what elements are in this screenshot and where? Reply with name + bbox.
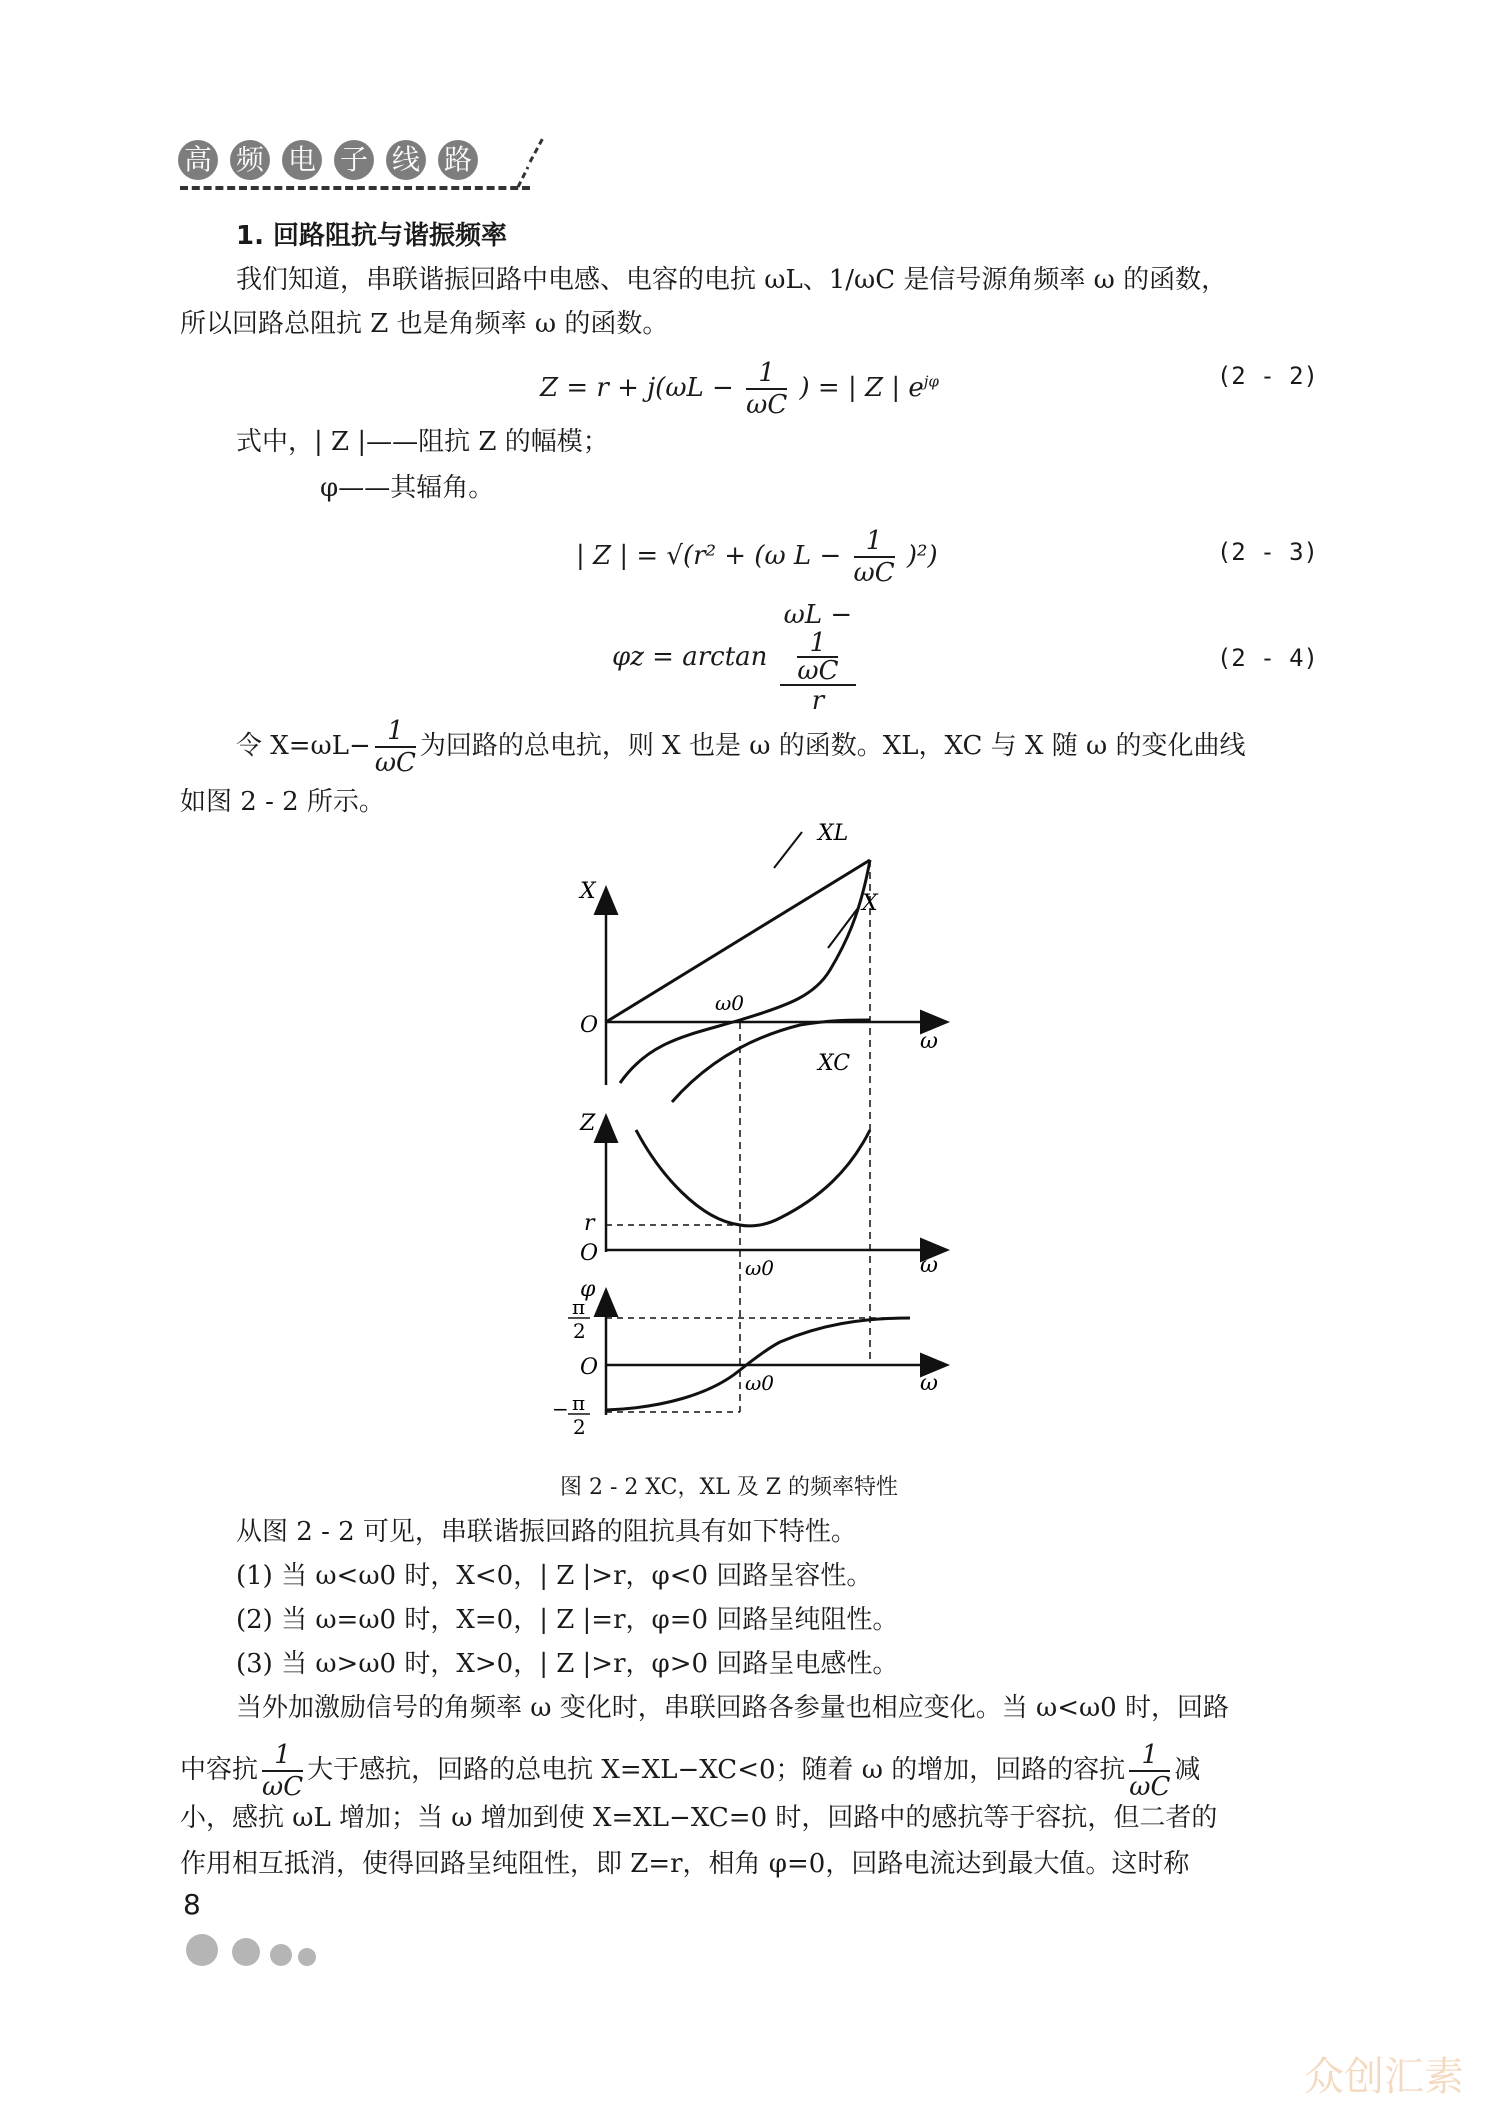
xl-leader [774,832,802,868]
equation-2-4 [612,600,860,716]
fraction-den: ωC [374,748,416,778]
footer-dot [186,1934,218,1966]
text-part: 令 X=ωL− [236,731,371,761]
equation-number: (2 - 4) [1216,644,1318,672]
equation-part: Z = r + j(ωL − [540,373,734,403]
figure-caption: 图 2 - 2 XC，XL 及 Z 的频率特性 [560,1475,899,1500]
label-z-axis: Z [580,1111,596,1136]
equation-number: (2 - 2) [1216,362,1318,390]
label-two: 2 [573,1415,586,1439]
fraction-den: ωC [262,1772,304,1802]
text-part: 减 [1174,1755,1201,1785]
fraction [780,600,857,716]
equation-part: )²) [906,541,938,571]
equation-part: φz = arctan [612,642,768,672]
fraction [1129,1740,1170,1802]
fraction [262,1740,303,1802]
watermark: 众创汇素 [1304,2054,1464,2100]
header-char: 子 [334,140,374,180]
header-char: 线 [386,140,426,180]
label-x-axis: X [580,879,596,904]
equation-sup: jφ [923,372,939,391]
label-w0: ω0 [745,1256,775,1280]
equation-part: | Z | = √(r² + (ω L − [576,541,842,571]
paragraph-line [236,716,1245,778]
label-w0: ω0 [745,1371,775,1395]
fraction-num: 1 [854,526,895,558]
section-title: 1. 回路阻抗与谐振频率 [236,221,508,251]
label-o: O [580,1355,599,1380]
label-o: O [580,1013,599,1038]
label-phi-axis: φ [580,1277,596,1302]
fraction-num: 1 [262,1740,303,1772]
equation-2-2 [540,358,939,420]
label-o: O [580,1241,599,1266]
paragraph-line: 所以回路总阻抗 Z 也是角频率 ω 的函数。 [180,309,669,339]
numerator-text: ωL − [783,600,853,630]
fraction-den: ωC [1129,1772,1171,1802]
footer-dot [270,1944,292,1966]
text-part: 大于感抗，回路的总电抗 X=XL−XC<0；随着 ω 的增加，回路的容抗 [307,1755,1126,1785]
equation-number: (2 - 3) [1216,538,1318,566]
fraction [854,526,895,588]
label-w: ω [920,1253,938,1278]
header-char: 频 [230,140,270,180]
chapter-header [178,140,482,180]
paragraph-line: 我们知道，串联谐振回路中电感、电容的电抗 ωL、1/ωC 是信号源角频率 ω 的函数， [236,265,1228,295]
list-item: (2) 当 ω=ω0 时，X=0，| Z |=r，φ=0 回路呈纯阻性。 [236,1605,899,1635]
x-leader [828,908,858,948]
header-slash-decoration [508,132,548,192]
list-item: (3) 当 ω>ω0 时，X>0，| Z |>r，φ>0 回路呈电感性。 [236,1649,899,1679]
label-w: ω [920,1371,938,1396]
x-curve [620,860,870,1083]
label-xl: XL [818,821,849,846]
header-char: 路 [438,140,478,180]
footer-dot [298,1948,316,1966]
label-xc: XC [818,1051,851,1076]
fraction-den: r [811,686,825,716]
paragraph-line: 如图 2 - 2 所示。 [180,787,385,817]
text-part: 为回路的总电抗，则 X 也是 ω 的函数。XL，XC 与 X 随 ω 的变化曲线 [419,731,1246,761]
paragraph-line: 小，感抗 ωL 增加；当 ω 增加到使 X=XL−XC=0 时，回路中的感抗等于容抗，但二者的 [180,1803,1218,1833]
inner-num: 1 [797,630,838,658]
footer-dot [232,1938,260,1966]
paragraph-line [180,1740,1200,1802]
equation-2-3 [576,526,938,588]
paragraph-line: 当外加激励信号的角频率 ω 变化时，串联回路各参量也相应变化。当 ω<ω0 时，回路 [236,1693,1229,1723]
fraction-num: 1 [375,716,416,748]
fraction-num [780,600,857,686]
label-neg: − [552,1397,569,1421]
label-pi: π [572,1391,586,1415]
paragraph-line: 从图 2 - 2 可见，串联谐振回路的阻抗具有如下特性。 [236,1517,857,1547]
header-char: 高 [178,140,218,180]
definition-line: 式中，| Z |——阻抗 Z 的幅模； [236,427,609,457]
label-r: r [584,1211,595,1236]
list-item: (1) 当 ω<ω0 时，X<0，| Z |>r，φ<0 回路呈容性。 [236,1561,873,1591]
definition-line: φ——其辐角。 [320,473,495,503]
fraction-num: 1 [746,358,787,390]
label-w: ω [920,1029,938,1054]
label-w0: ω0 [715,991,745,1015]
z-curve [636,1130,870,1226]
header-char: 电 [282,140,322,180]
inner-den: ωC [797,656,839,686]
label-pi: π [572,1295,586,1319]
paragraph-line: 作用相互抵消，使得回路呈纯阻性，即 Z=r，相角 φ=0，回路电流达到最大值。这时称 [180,1849,1190,1879]
text-part: 中容抗 [180,1755,259,1785]
equation-part: ) = | Z | e [799,373,924,403]
page-number: 8 [183,1888,201,1921]
figure-2-2 [540,820,960,1460]
fraction-den: ωC [746,390,788,420]
header-divider [180,186,530,190]
fraction-den: ωC [853,558,895,588]
fraction [375,716,416,778]
fraction-num: 1 [1129,1740,1170,1772]
label-x-curve: X [862,891,878,916]
label-two: 2 [573,1319,586,1343]
fraction [746,358,787,420]
